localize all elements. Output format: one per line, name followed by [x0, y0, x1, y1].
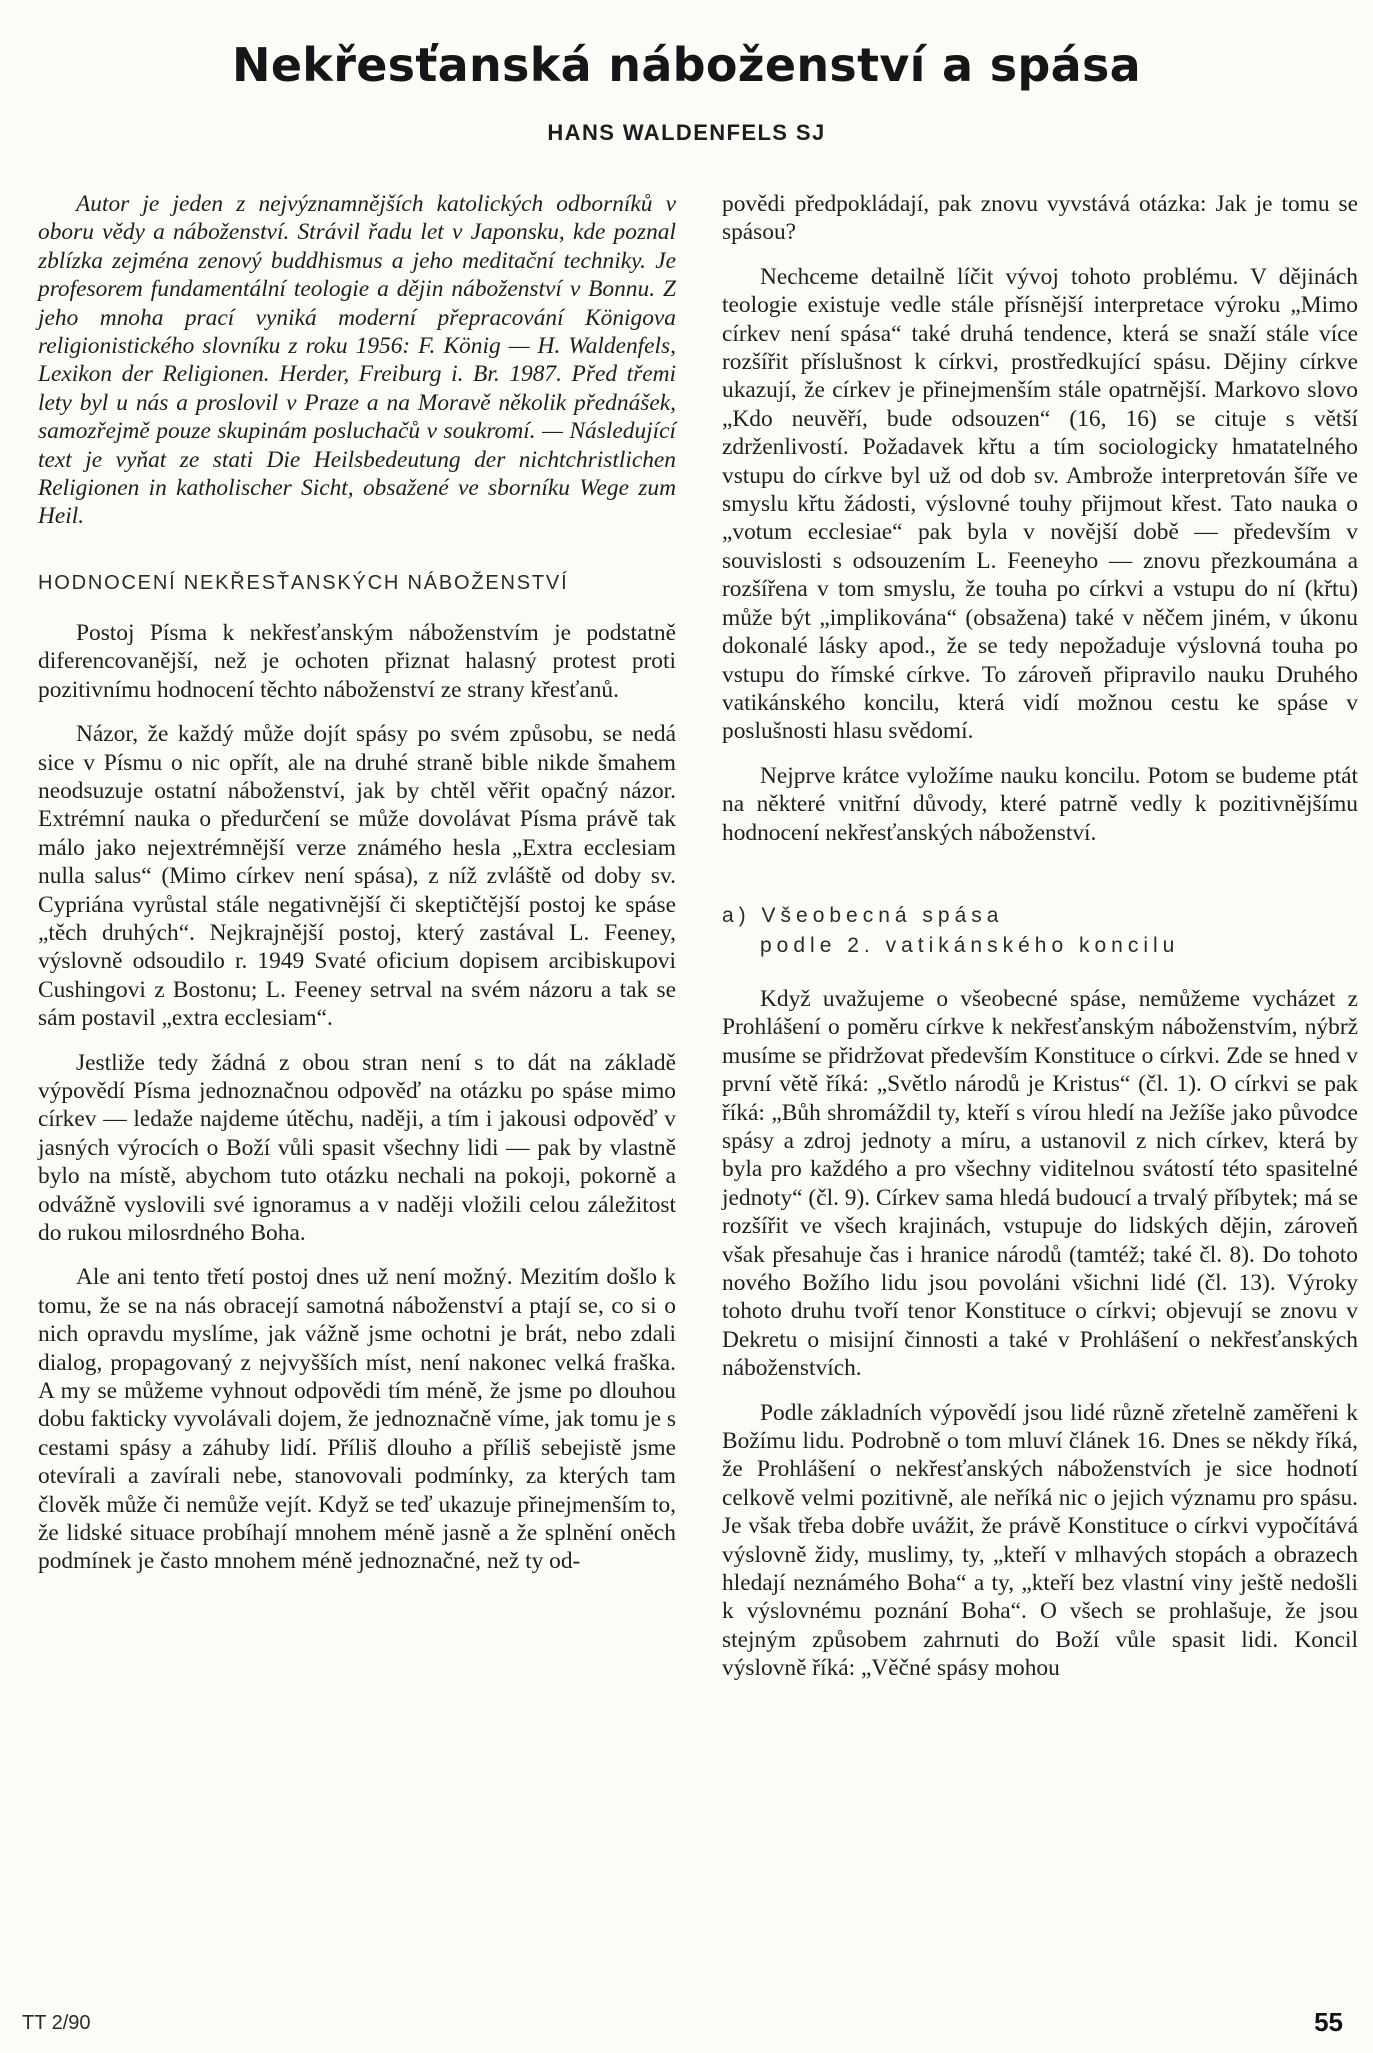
author-intro: Autor je jeden z nejvýznamnějších katolických odborníků v oboru vědy a náboženství. Strávil řadu let v Japonsku, kde poznal zblízka zejména zenový buddhismus a jeho meditační techniky. Je profesorem fundamentální teologie a dějin náboženství v Bonnu. Z jeho mnoha prací vyniká moderní přepracování Königova religionistického slovníku z roku 1956: F. König — H. Waldenfels, Lexikon der Religionen. Herder, Freiburg i. Br. 1987. Před třemi lety byl u nás a proslovil v Praze a na Moravě několik přednášek, samozřejmě pouze skupinám posluchačů v soukromí. — Následující text je vyňat ze stati Die Heilsbedeutung der nichtchristlichen Religionen in katholischer Sicht, obsažené ve sborníku Wege zum Heil.: [38, 191, 676, 530]
issue-label: TT 2/90: [22, 2012, 91, 2034]
subsection-heading-line2: podle 2. vatikánského koncilu: [760, 933, 1180, 957]
article-title: Nekřesťanská náboženství a spása: [232, 38, 1141, 92]
paragraph: Nechceme detailně líčit vývoj tohoto problému. V dějinách teologie existuje vedle stále přísnější interpretace výroku „Mimo církev není spása“ také druhá tendence, která se snaží stále více rozšířit příslušnost k církvi, prostředkující spásu. Dějiny církve ukazují, že církev je přinejmenším stále opatrnější. Markovo slovo „Kdo neuvěří, bude odsouzen“ (16, 16) se cituje s větší zdrženlivostí. Požadavek křtu a tím sociologicky hmatatelného vstupu do církve byl už od dob sv. Ambrože interpretován šíře ve smyslu křtu žádosti, výslovné touhy přijmout křest. Tato nauka o „votum ecclesiae“ pak byla v novější době — především v souvislosti s odsouzením L. Feeneyho — znovu přezkoumána a rozšířena v tom smyslu, že touha po církvi a vstupu do ní (křtu) může být „implikována“ (obsažena) také v něčem jiném, v úkonu dokonalé lásky apod., že se tedy nepožaduje výslovná touha po vstupu do římské církve. To zároveň připravilo nauku Druhého vatikánského koncilu, která vidí možnou cestu ke spáse v poslušnosti hlasu svědomí.: [722, 263, 1358, 745]
paragraph: Postoj Písma k nekřesťanským náboženstvím je podstatně diferencovanější, než je ochoten přiznat halasný protest proti pozitivnímu hodnocení těchto náboženství ze strany křesťanů.: [38, 619, 676, 703]
paragraph: Nejprve krátce vyložíme nauku koncilu. Potom se budeme ptát na některé vnitřní důvody, které patrně vedly k pozitivnějšímu hodnocení nekřesťanských náboženství.: [722, 762, 1358, 846]
page-number: 55: [1314, 2007, 1343, 2037]
paragraph: Názor, že každý může dojít spásy po svém způsobu, se nedá sice v Písmu o nic opřít, ale na druhé straně bible nikde šmahem neodsuzuje ostatní náboženství, jak by chtěl věřit opačný názor. Extrémní nauka o předurčení se může dovolávat Písma právě tak málo jako nejextrémnější verze známého hesla „Extra ecclesiam nulla salus“ (Mimo církev není spása), z níž zvláště od doby sv. Cypriána vyrůstal stále negativnější či skeptičtější postoj ke spáse „těch druhých“. Nejkrajnější postoj, který zastával L. Feeney, výslovně odsoudilo r. 1949 Svaté oficium dopisem arcibiskupovi Cushingovi z Bostonu; L. Feeney setrval na svém názoru a tak se sám postavil „extra ecclesiam“.: [38, 721, 676, 1032]
right-column: [722, 190, 1358, 1683]
subsection-heading: [722, 901, 1358, 961]
article-author: HANS WALDENFELS SJ: [547, 120, 826, 145]
left-column: [38, 190, 676, 1576]
paragraph: Když uvažujeme o všeobecné spáse, nemůžeme vycházet z Prohlášení o poměru církve k nekřesťanským náboženstvím, nýbrž musíme se přidržovat především Konstituce o církvi. Zde se hned v první větě říká: „Světlo národů je Kristus“ (čl. 1). O církvi se pak říká: „Bůh shromáždil ty, kteří s vírou hledí na Ježíše jako původce spásy a zdroj jednoty a míru, a ustanovil z nich církev, která by byla pro každého a pro všechny viditelnou svátostí této spasitelné jednoty“ (čl. 9). Církev sama hledá budoucí a trvalý příbytek; má se rozšířit ve všech krajinách, vstupuje do lidských dějin, zároveň však přesahuje čas i hranice národů (tamtéž; také čl. 8). Do tohoto nového Božího lidu jsou povoláni všichni lidé (čl. 13). Výroky tohoto druhu tvoří tenor Konstituce o církvi; objevují se znovu v Dekretu o misijní činnosti a také v Prohlášení o nekřesťanských náboženstvích.: [722, 985, 1358, 1382]
subsection-heading-line1: a) Všeobecná spása: [722, 903, 1004, 927]
paragraph: Jestliže tedy žádná z obou stran není s to dát na základě výpovědí Písma jednoznačnou odpověď na otázku po spáse mimo církev — ledaže najdeme útěchu, naději, a tím i jakousi odpověď v jasných výrocích o Boží vůli spasit všechny lidi — pak by vlastně bylo na místě, abychom tuto otázku nechali na pokoji, pokorně a odvážně vyslovili své ignoramus a v naději vložili celou záležitost do rukou milosrdného Boha.: [38, 1049, 676, 1246]
paragraph: Ale ani tento třetí postoj dnes už není možný. Mezitím došlo k tomu, že se na nás obracejí samotná náboženství a ptají se, co si o nich opravdu myslíme, jak vážně jsme ochotni je brát, nebo zdali dialog, propagovaný z nejvyšších míst, není nakonec velká fraška. A my se můžeme vyhnout odpovědi tím méně, že jsme po dlouhou dobu fakticky vyvolávali dojem, že jednoznačně víme, jak tomu je s cestami spásy a záhuby lidí. Příliš dlouho a příliš sebejistě jsme otevírali a zavírali nebe, stanovovali podmínky, za kterých tam člověk může či nemůže vejít. Když se teď ukazuje přinejmenším to, že lidské situace probíhají mnohem méně jasně a že splnění oněch podmínek je často mnohem méně jednoznačné, než ty od-: [38, 1264, 676, 1575]
paragraph: Podle základních výpovědí jsou lidé různě zřetelně zaměřeni k Božímu lidu. Podrobně o tom mluví článek 16. Dnes se někdy říká, že Prohlášení o nekřesťanských náboženstvích je sice hodnotí celkově velmi pozitivně, ale neříká nic o jejich významu pro spásu. Je však třeba dobře uvážit, že právě Konstituce o církvi vypočítává výslovně židy, muslimy, ty, „kteří v mlhavých stopách a obrazech hledají neznámého Boha“ a ty, „kteří bez vlastní viny ještě nedošli k výslovnému poznání Boha“. O všech se prohlašuje, že jsou stejným způsobem zahrnuti do Boží vůle spasit lidi. Koncil výslovně říká: „Věčné spásy mohou: [722, 1399, 1358, 1682]
paragraph-continued: povědi předpokládají, pak znovu vyvstává otázka: Jak je tomu se spásou?: [722, 191, 1358, 246]
section-heading: HODNOCENÍ NEKŘESŤANSKÝCH NÁBOŽENSTVÍ: [38, 571, 569, 594]
